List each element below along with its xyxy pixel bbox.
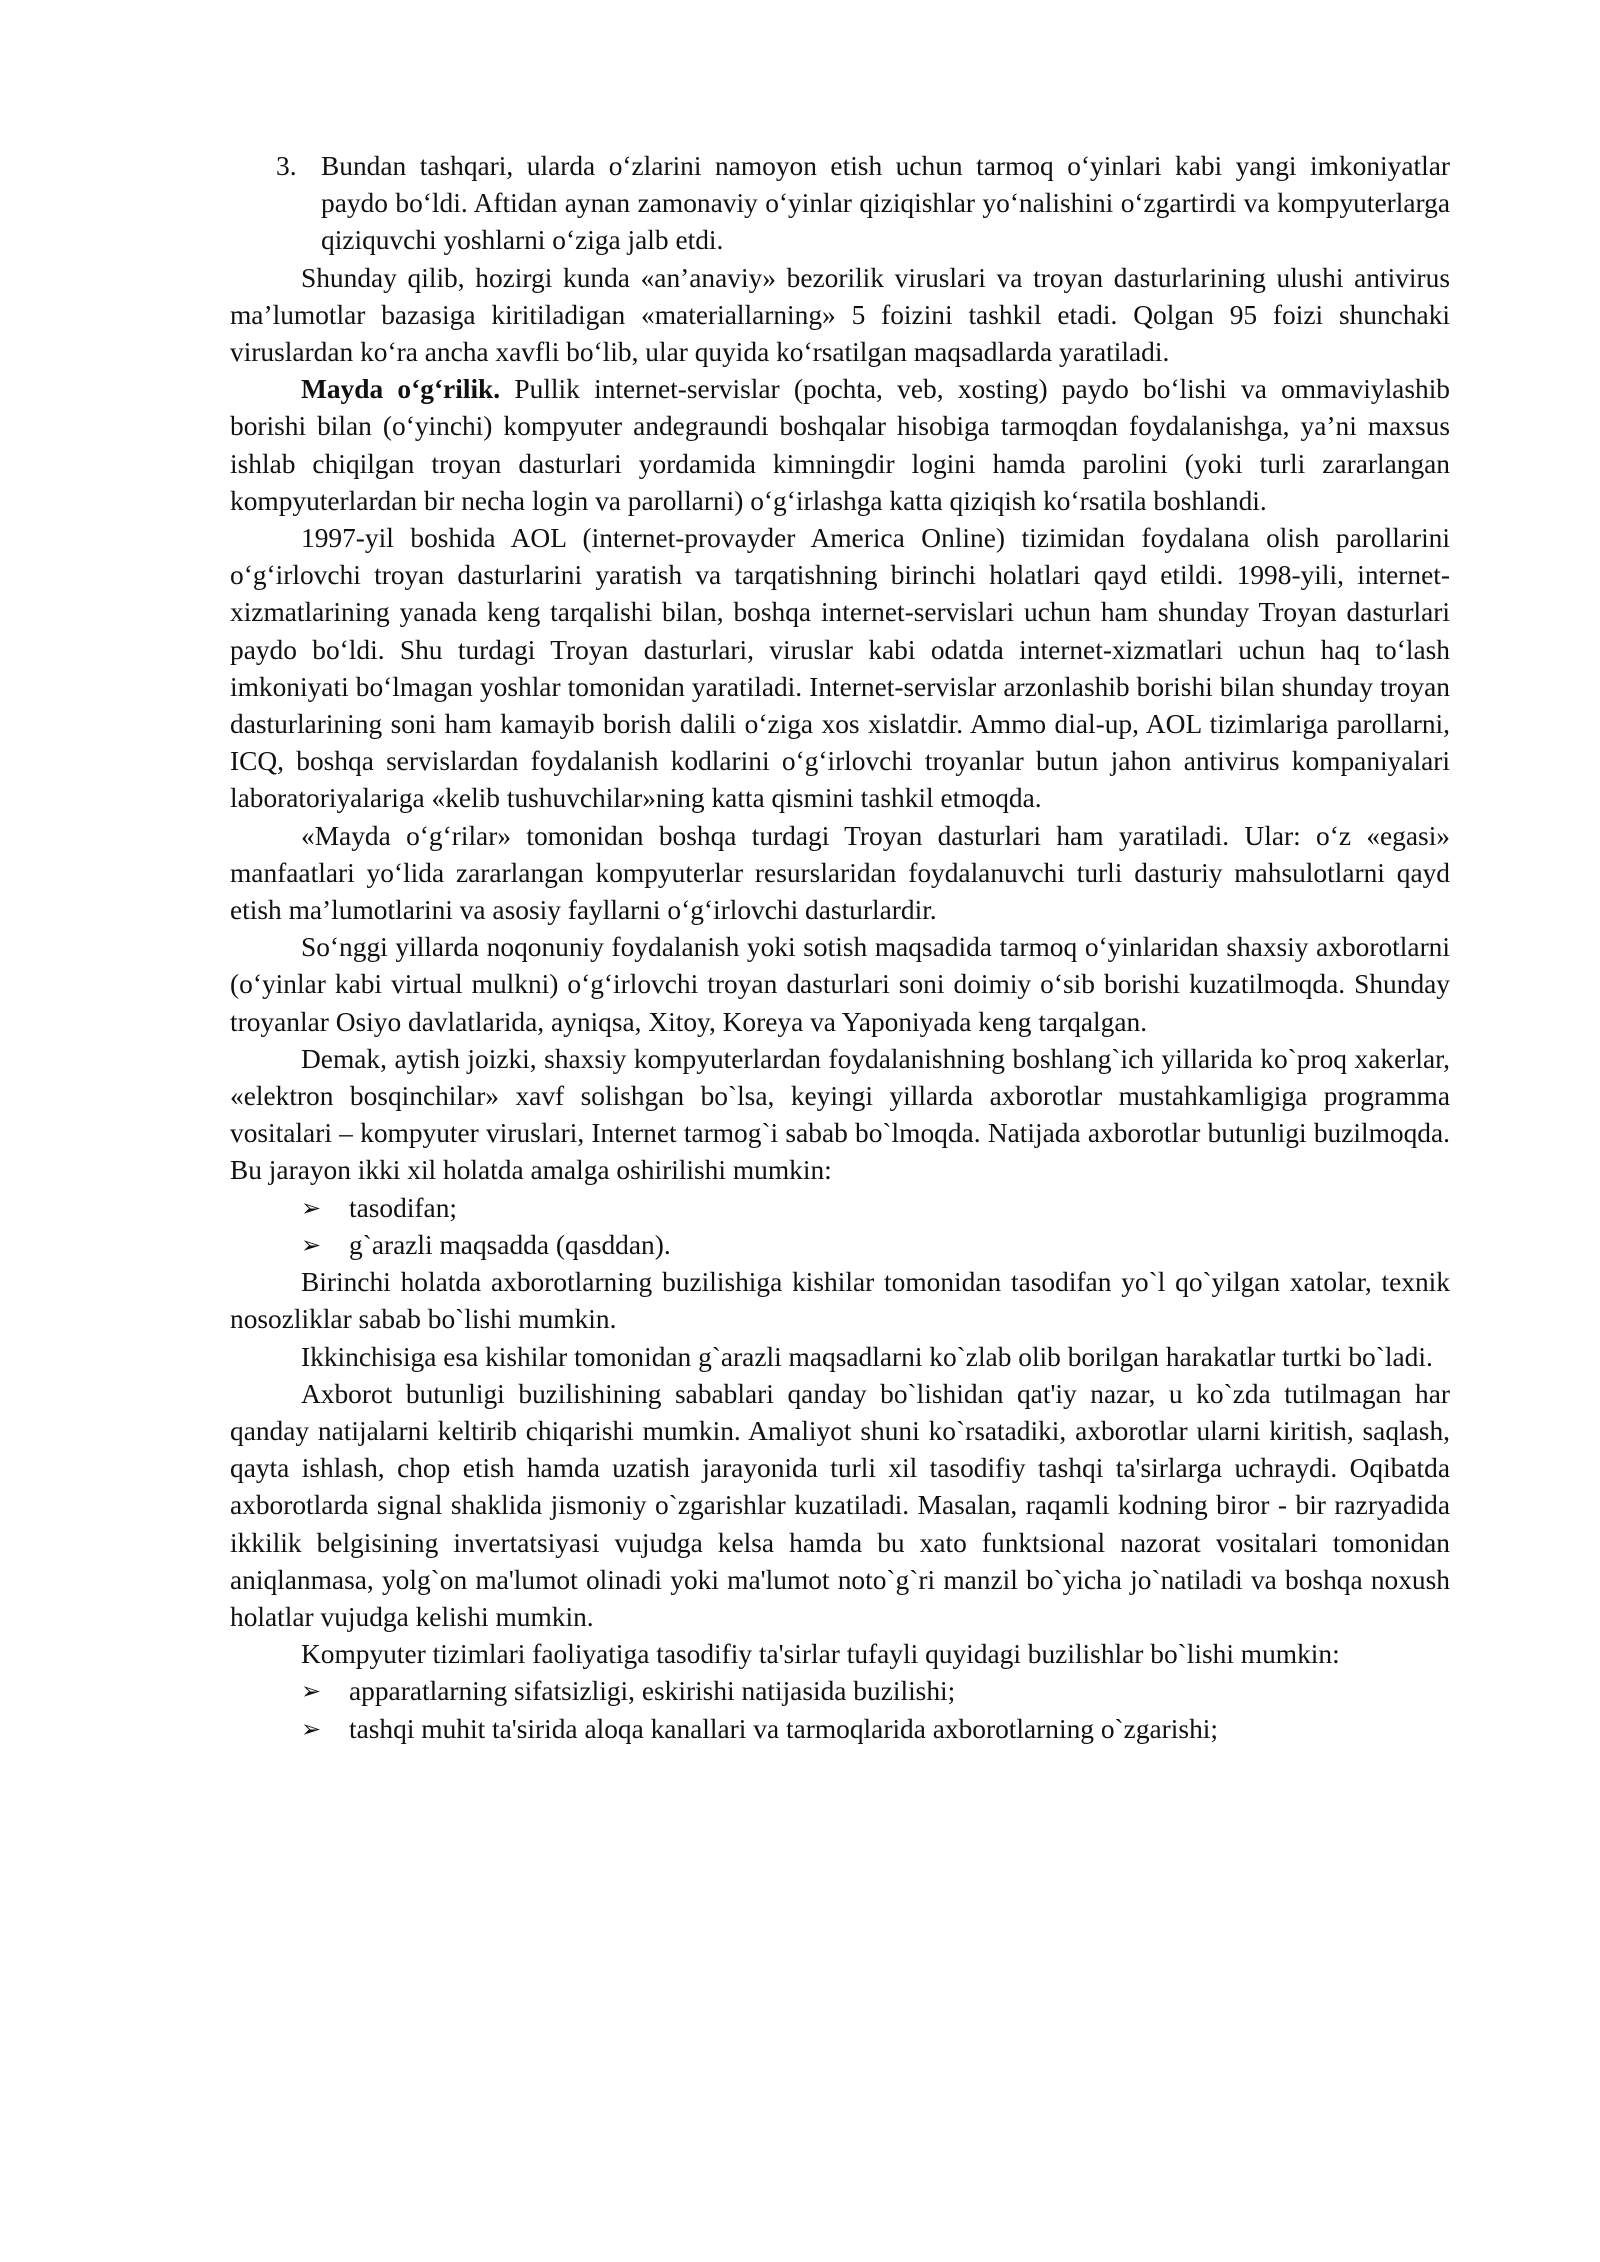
bullet-item [301, 1673, 1450, 1710]
paragraph: Shunday qilib, hozirgi kunda «an’anaviy» bezorilik viruslari va troyan dasturlarining ulushi antivirus ma’lumotlar bazasiga kiritiladigan «materiallarning» 5 foizini tashkil etadi. Qolgan 95 foizi shunchaki viruslardan ko‘ra ancha xavfli bo‘lib, ular quyida ko‘rsatilgan maqsadlarda yaratiladi. [230, 262, 1450, 368]
paragraph: Ikkinchisiga esa kishilar tomonidan g`arazli maqsadlarni ko`zlab olib borilgan harakatlar turtki bo`ladi. [301, 1341, 1433, 1372]
arrow-bullet-icon: ➢ [301, 1230, 322, 1259]
paragraph: Kompyuter tizimlari faoliyatiga tasodifiy ta'sirlar tufayli quyidagi buzilishlar bo`lishi mumkin: [301, 1639, 1340, 1670]
bullet-item [301, 1227, 1450, 1264]
bullet-text: tashqi muhit ta'sirida aloqa kanallari va tarmoqlarida axborotlarning o`zgarishi; [349, 1713, 1218, 1744]
paragraph: Birinchi holatda axborotlarning buzilishiga kishilar tomonidan tasodifan yo`l qo`yilgan xatolar, texnik nosozliklar sabab bo`lishi mumkin. [230, 1267, 1450, 1335]
paragraph: So‘nggi yillarda noqonuniy foydalanish yoki sotish maqsadida tarmoq o‘yinlaridan shaxsiy axborotlarni (o‘yinlar kabi virtual mulkni) o‘g‘irlovchi troyan dasturlari soni doimiy o‘sib borishi kuzatilmoqda. Shunday troyanlar Osiyo davlatlarida, ayniqsa, Xitoy, Koreya va Yaponiyada keng tarqalgan. [230, 932, 1450, 1037]
bullet-text: apparatlarning sifatsizligi, eskirishi natijasida buzilishi; [349, 1676, 956, 1707]
arrow-bullet-icon: ➢ [301, 1193, 322, 1222]
bullet-item [301, 1190, 1450, 1227]
paragraph: Demak, aytish joizki, shaxsiy kompyuterlardan foydalanishning boshlang`ich yillarida ko`proq xakerlar, «elektron bosqinchilar» xavf solishgan bo`lsa, keyingi yillarda axborotlar mustahkamligiga programma vositalari – kompyuter viruslari, Internet tarmog`i sabab bo`lmoqda. Natijada axborotlar butunligi buzilmoqda. Bu jarayon ikki xil holatda amalga oshirilishi mumkin: [230, 1043, 1450, 1186]
list-number: 3. [276, 151, 297, 181]
paragraph-mayda-ogrilik [230, 371, 1450, 520]
list-item-text: Bundan tashqari, ularda o‘zlarini namoyon etish uchun tarmoq o‘yinlari kabi yangi imkoniyatlar paydo bo‘ldi. Aftidan aynan zamonaviy o‘yinlar qiziqishlar yo‘nalishini o‘zgartirdi va kompyuterlarga qiziquvchi yoshlarni o‘ziga jalb etdi. [321, 151, 1450, 256]
section-lead-heading: Mayda o‘g‘rilik. [301, 374, 501, 405]
bullet-item [301, 1711, 1450, 1748]
bullet-text: g`arazli maqsadda (qasddan). [349, 1229, 671, 1260]
paragraph: 1997-yil boshida AOL (internet-provayder America Online) tizimidan foydalana olish parollarini o‘g‘irlovchi troyan dasturlarini yaratish va tarqatishning birinchi holatlari qayd etildi. 1998-yili, internet-xizmatlarining yanada keng tarqalishi bilan, boshqa internet-servislari uchun ham shunday Troyan dasturlari paydo bo‘ldi. Shu turdagi Troyan dasturlari, viruslar kabi odatda internet-xizmatlari uchun haq to‘lash imkoniyati bo‘lmagan yoshlar tomonidan yaratiladi. Internet-servislar arzonlashib borishi bilan shunday troyan dasturlarining soni ham kamayib borish dalili o‘ziga xos xislatdir. Ammo dial-up, AOL tizimlariga parollarni, ICQ, boshqa servislardan foydalanish kodlarini o‘g‘irlovchi troyanlar butun jahon antivirus kompaniyalari laboratoriyalariga «kelib tushuvchilar»ning katta qismini tashkil etmoqda. [230, 523, 1450, 814]
arrow-bullet-icon: ➢ [301, 1677, 322, 1706]
bullet-text: tasodifan; [349, 1192, 458, 1223]
numbered-item-3 [230, 148, 1450, 260]
paragraph: Axborot butunligi buzilishining sabablari qanday bo`lishidan qat'iy nazar, u ko`zda tutilmagan har qanday natijalarni keltirib chiqarishi mumkin. Amaliyot shuni ko`rsatadiki, axborotlar ularni kiritish, saqlash, qayta ishlash, chop etish hamda uzatish jarayonida turli xil tasodifiy tashqi ta'sirlarga uchraydi. Oqibatda axborotlarda signal shaklida jismoniy o`zgarishlar kuzatiladi. Masalan, raqamli kodning biror - bir razryadida ikkilik belgisining invertatsiyasi vujudga kelsa hamda bu xato funktsional nazorat vositalari tomonidan aniqlanmasa, yolg`on ma'lumot olinadi yoki ma'lumot noto`g`ri manzil bo`yicha jo`natiladi va boshqa noxush holatlar vujudga kelishi mumkin. [230, 1378, 1450, 1632]
paragraph: «Mayda o‘g‘rilar» tomonidan boshqa turdagi Troyan dasturlari ham yaratiladi. Ular: o‘z «egasi» manfaatlari yo‘lida zararlangan kompyuterlar resurslaridan foydalanuvchi turli dasturiy mahsulotlarni qayd etish ma’lumotlarini va asosiy fayllarni o‘g‘irlovchi dasturlardir. [230, 820, 1450, 926]
arrow-bullet-icon: ➢ [301, 1714, 322, 1743]
paragraph-text: Pullik internet-servislar (pochta, veb, xosting) paydo bo‘lishi va ommaviylashib borishi bilan (o‘yinchi) kompyuter andegraundi boshqalar hisobiga tarmoqdan foydalanishga, ya’ni maxsus ishlab chiqilgan troyan dasturlari yordamida kimningdir logini hamda parolini (yoki turli zararlangan kompyuterlardan bir necha login va parollarni) o‘g‘irlashga katta qiziqish ko‘rsatila boshlandi. [230, 374, 1450, 516]
